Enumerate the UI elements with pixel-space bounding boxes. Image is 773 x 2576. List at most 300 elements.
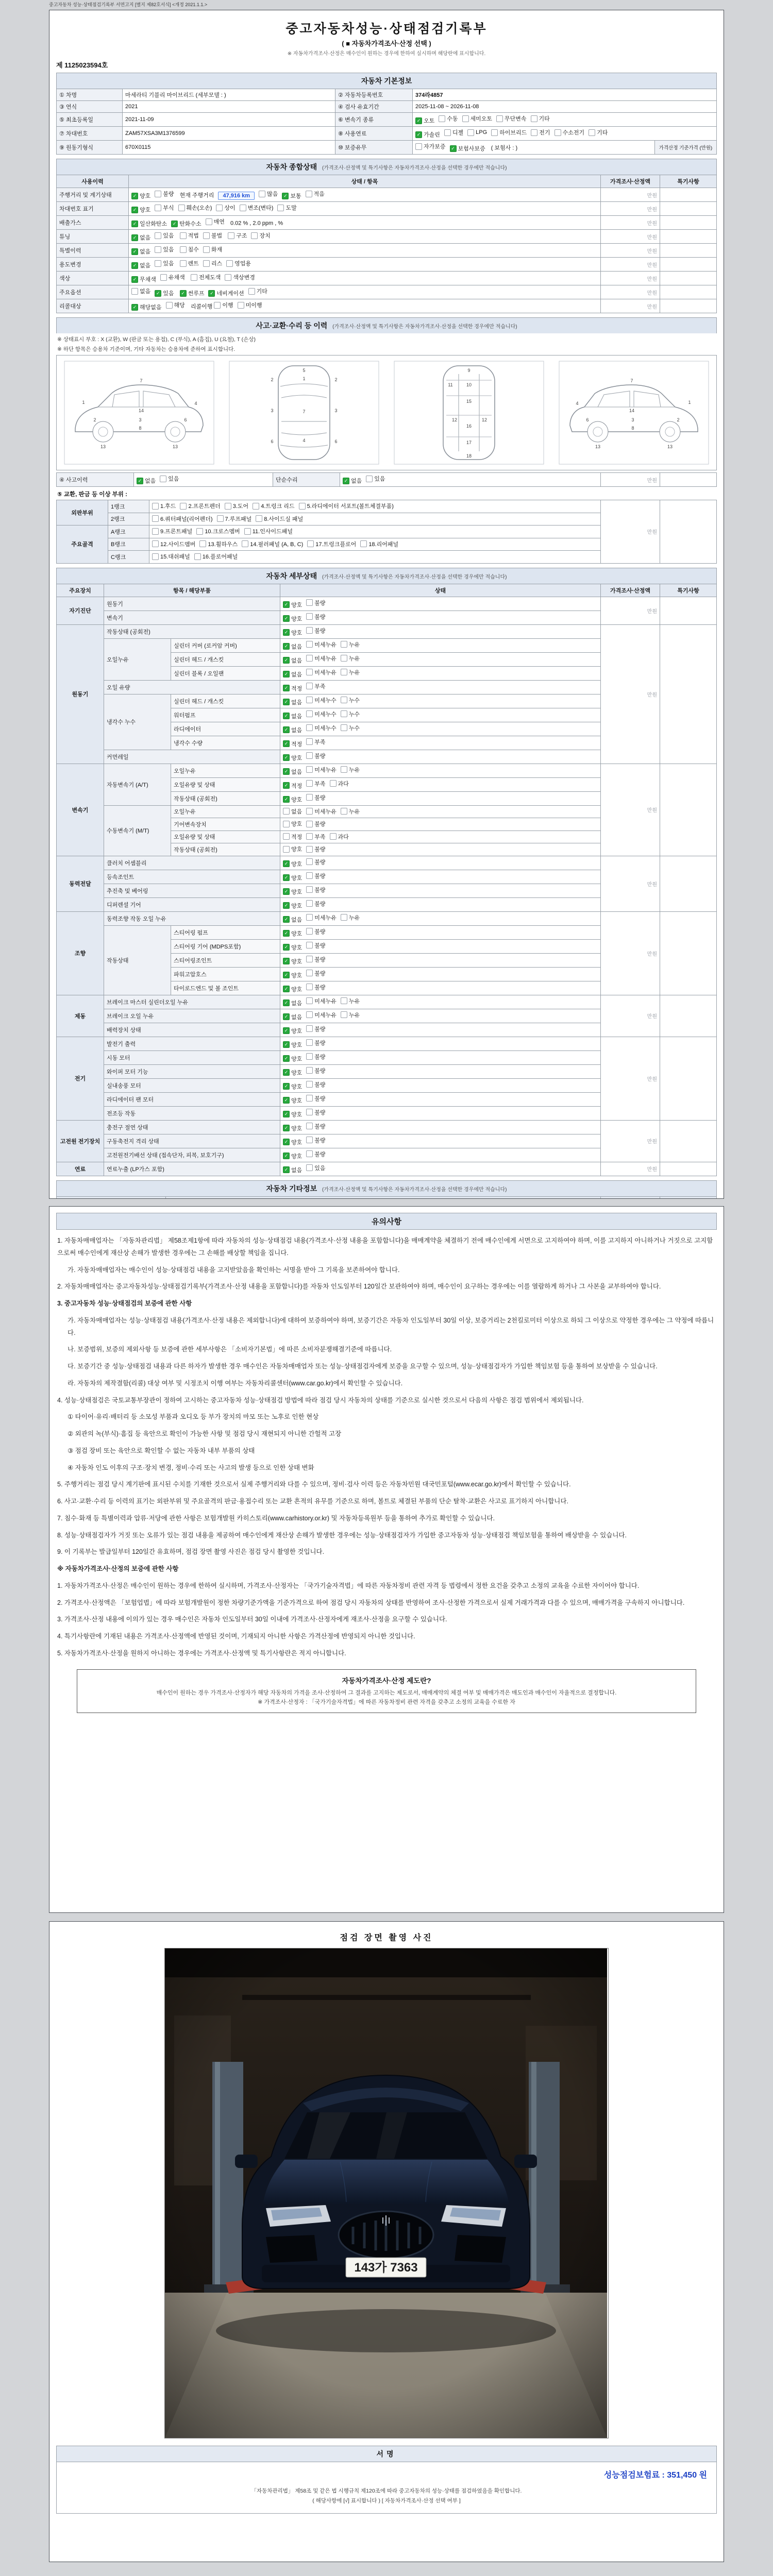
table-header-row — [57, 175, 717, 188]
document-number: 제 1125023594호 — [56, 61, 108, 69]
checkbox-option[interactable]: 없음 — [131, 287, 150, 295]
table-cell: 냉각수 누수 — [104, 694, 171, 750]
checkbox-option[interactable]: ✓ 양호 — [283, 1055, 302, 1063]
checkbox-icon: ✓ — [282, 193, 289, 199]
checkbox-option[interactable]: 11.인사이드패널 — [244, 527, 293, 535]
checkbox-option[interactable]: 상이 — [216, 204, 235, 212]
table-cell-options[interactable]: 자가보증 ✓ 보험사보증 ( 보험사 : ) — [412, 141, 654, 155]
table-cell: 외판부위 — [57, 500, 108, 526]
checkbox-option[interactable]: 1.후드 — [152, 502, 176, 510]
table-cell: 클러치 어셈블리 — [104, 856, 280, 870]
checkbox-option[interactable]: 불량 — [306, 1136, 325, 1144]
checkbox-icon — [306, 710, 313, 717]
checkbox-option[interactable]: ✓ 없음 — [283, 1013, 302, 1021]
checkbox-icon: ✓ — [283, 1166, 290, 1173]
checkbox-option[interactable]: ✓ 양호 — [283, 985, 302, 993]
checkbox-option[interactable]: 세미오토 — [462, 114, 493, 123]
checkbox-icon — [341, 1011, 347, 1018]
table-cell-options[interactable] — [280, 1106, 601, 1120]
checkbox-option[interactable]: ✓ 없음 — [283, 726, 302, 734]
checkbox-icon: ✓ — [131, 221, 138, 227]
checkbox-option[interactable]: 2.프론트펜더 — [180, 502, 220, 510]
table-cell-options[interactable] — [280, 953, 601, 967]
car-diagram-underbody-icon — [393, 360, 545, 466]
checkbox-option[interactable]: 누수 — [341, 696, 360, 704]
svg-text:1: 1 — [82, 400, 85, 405]
table-cell: B랭크 — [108, 538, 149, 551]
checkbox-option[interactable]: 미세누유 — [306, 654, 337, 663]
checkbox-option[interactable]: ✓ 없음 — [131, 233, 150, 242]
checkbox-option[interactable]: 불량 — [306, 599, 325, 607]
checkbox-option[interactable]: 불법 — [203, 231, 222, 240]
checkbox-option[interactable]: 8.사이드실 패널 — [256, 515, 303, 523]
table-cell-options[interactable] — [280, 666, 601, 680]
checkbox-option[interactable]: ✓ 양호 — [131, 206, 150, 214]
checkbox-icon: ✓ — [171, 221, 178, 227]
table-cell-options[interactable] — [280, 856, 601, 870]
checkbox-option[interactable]: 부족 — [306, 682, 325, 690]
table-cell: 만원 — [601, 856, 660, 911]
checkbox-option[interactable]: 미세누유 — [306, 1011, 337, 1019]
checkbox-icon — [439, 115, 445, 122]
checkbox-icon — [531, 115, 537, 122]
checkbox-option[interactable]: 불량 — [306, 1150, 325, 1158]
table-cell-options[interactable] — [280, 925, 601, 939]
checkbox-option[interactable]: 기타 — [248, 287, 267, 295]
table-cell — [660, 597, 717, 624]
checkbox-option[interactable]: ✓ 양호 — [283, 1152, 302, 1160]
table-cell-options[interactable] — [280, 967, 601, 981]
checkbox-option[interactable]: ✓ 없음 — [283, 999, 302, 1007]
table-cell-options[interactable] — [280, 1162, 601, 1176]
checkbox-option[interactable]: ✓ 없음 — [283, 656, 302, 665]
checkbox-icon — [160, 476, 166, 482]
checkbox-option[interactable]: ✓ 없음 — [343, 477, 362, 485]
checkbox-option[interactable]: 불량 — [306, 793, 325, 802]
checkbox-option[interactable]: ✓ 없음 — [131, 261, 150, 269]
checkbox-option[interactable]: 불량 — [306, 1108, 325, 1116]
checkbox-option[interactable]: 불량 — [306, 820, 325, 828]
checkbox-option[interactable]: 있음 — [155, 259, 174, 267]
checkbox-option[interactable]: 불량 — [306, 900, 325, 908]
table-cell-options[interactable] — [280, 722, 601, 736]
checkbox-option[interactable]: 침수 — [180, 245, 199, 253]
checkbox-option[interactable]: 변조(변타) — [240, 204, 274, 212]
checkbox-option[interactable]: 부식 — [155, 204, 174, 212]
checkbox-icon — [341, 766, 347, 773]
checkbox-option[interactable]: 누유 — [341, 668, 360, 676]
checkbox-option[interactable]: ✓ 없음 — [283, 642, 302, 651]
checkbox-option[interactable]: 있음 — [306, 1164, 325, 1172]
checkbox-option[interactable]: ✓ 양호 — [283, 1027, 302, 1035]
checkbox-option[interactable]: 기타 — [531, 114, 550, 123]
checkbox-option[interactable]: 자가보증 — [415, 142, 446, 150]
table-cell-options[interactable] — [280, 624, 601, 638]
checkbox-option[interactable]: 3.도어 — [225, 502, 248, 510]
checkbox-icon — [341, 655, 347, 662]
table-cell-options[interactable] — [280, 611, 601, 624]
checkbox-option[interactable]: ✓ 없음 — [283, 1166, 302, 1174]
checkbox-option[interactable]: 16.플로어패널 — [194, 552, 238, 561]
table-cell-options[interactable] — [280, 708, 601, 722]
svg-text:6: 6 — [184, 417, 187, 422]
notice-paragraph: 다. 보증기간 중 성능·상태점검 내용과 다른 하자가 발생한 경우 매수인은 자동차매매업자 또는 성능·상태점검자에게 보증을 요구할 수 있으며, 성능·상태점검자가 가입한 책임보험 등을 통하여 보상받을 수 있습니다. — [68, 1363, 658, 1370]
checkbox-option[interactable]: 불량 — [306, 1053, 325, 1061]
table-row — [57, 624, 717, 638]
checkbox-option[interactable]: ✓ 적정 — [283, 740, 302, 748]
checkbox-option[interactable]: ✓ 양호 — [283, 888, 302, 896]
checkbox-option[interactable]: ✓ 양호 — [283, 615, 302, 623]
table-cell-options[interactable] — [280, 1023, 601, 1037]
checkbox-option[interactable]: 불량 — [306, 1094, 325, 1103]
checkbox-option[interactable]: 불량 — [306, 872, 325, 880]
table-cell-options[interactable] — [280, 818, 601, 831]
checkbox-option[interactable]: 4.트렁크 리드 — [253, 502, 294, 510]
checkbox-option[interactable]: ✓ 적정 — [283, 782, 302, 790]
table-cell-options[interactable] — [280, 736, 601, 750]
table-cell-options[interactable] — [280, 1009, 601, 1023]
checkbox-option[interactable]: ✓ 양호 — [283, 1096, 302, 1105]
checkbox-icon — [152, 540, 159, 547]
checkbox-option[interactable]: 부족 — [306, 738, 325, 746]
checkbox-option[interactable]: 미세누유 — [306, 640, 337, 649]
checkbox-option[interactable]: 있음 — [160, 474, 179, 483]
table-cell: 충전구 절연 상태 — [104, 1120, 280, 1134]
table-cell-options[interactable] — [280, 638, 601, 652]
checkbox-option[interactable]: 10.크로스멤버 — [196, 527, 240, 535]
checkbox-option[interactable]: 해당 — [166, 301, 185, 309]
checkbox-option[interactable]: 매연 — [206, 217, 225, 226]
checkbox-option[interactable]: 불량 — [306, 1122, 325, 1130]
checkbox-option[interactable]: 불량 — [306, 969, 325, 977]
checkbox-option[interactable]: ✓ 적정 — [283, 684, 302, 692]
checkbox-option[interactable]: 전기 — [531, 128, 550, 137]
checkbox-option[interactable]: 미세누유 — [306, 913, 337, 922]
table-cell-options[interactable] — [149, 513, 601, 526]
checkbox-option[interactable]: ✓ 없음 — [283, 712, 302, 720]
table-cell-options[interactable] — [280, 831, 601, 843]
table-cell-options[interactable] — [280, 777, 601, 791]
checkbox-option[interactable]: 누수 — [341, 724, 360, 732]
checkbox-option[interactable]: ✓ 양호 — [283, 1041, 302, 1049]
photo-sign-panel — [49, 1921, 724, 2562]
table-cell-options[interactable] — [149, 526, 601, 538]
checkbox-option[interactable]: 하이브리드 — [491, 128, 527, 137]
checkbox-icon — [203, 260, 210, 267]
checkbox-option[interactable]: 적정 — [283, 833, 302, 841]
table-cell-options[interactable] — [129, 230, 601, 244]
svg-text:7: 7 — [630, 378, 633, 383]
checkbox-option[interactable]: 누유 — [341, 640, 360, 649]
table-cell: 특별이력 — [57, 244, 129, 258]
checkbox-option[interactable]: ✓ 없음 — [283, 768, 302, 776]
checkbox-option[interactable]: 이행 — [214, 301, 233, 309]
checkbox-option[interactable]: 렌트 — [180, 259, 199, 267]
checkbox-option[interactable]: ✓ 있음 — [155, 289, 174, 297]
checkbox-option[interactable]: ✓ 없음 — [283, 698, 302, 706]
checkbox-option[interactable]: 누수 — [341, 710, 360, 718]
checkbox-option[interactable]: 있음 — [155, 231, 174, 240]
checkbox-option[interactable]: ✓ 네비게이션 — [208, 289, 244, 297]
checkbox-option[interactable]: 적음 — [306, 190, 325, 198]
checkbox-option[interactable]: ✓ 양호 — [283, 957, 302, 965]
checkbox-option[interactable]: ✓ 양호 — [131, 192, 150, 200]
checkbox-option[interactable]: 13.휠하우스 — [199, 540, 238, 548]
checkbox-option[interactable]: ✓ 보험사보증 — [450, 144, 485, 152]
table-cell-options[interactable] — [149, 500, 601, 513]
checkbox-icon — [306, 1011, 313, 1018]
checkbox-option[interactable]: ✓ 없음 — [283, 670, 302, 679]
checkbox-option[interactable]: ✓ 탄화수소 — [171, 219, 201, 228]
table-cell-options[interactable] — [280, 764, 601, 777]
checkbox-option[interactable]: 영업용 — [226, 259, 251, 267]
checkbox-option[interactable]: ✓ 양호 — [283, 971, 302, 979]
checkbox-option[interactable]: 미세누유 — [306, 668, 337, 676]
table-cell-options[interactable] — [280, 870, 601, 884]
checkbox-option[interactable]: 부족 — [306, 779, 325, 788]
checkbox-option[interactable]: 불량 — [306, 927, 325, 936]
checkbox-option[interactable]: 불량 — [306, 1025, 325, 1033]
checkbox-option[interactable]: 전체도색 — [191, 273, 221, 281]
checkbox-option[interactable]: 불량 — [306, 1066, 325, 1075]
checkbox-icon — [306, 780, 313, 787]
table-cell: 가격산정 기준가격 (만원) — [654, 141, 716, 155]
checkbox-icon — [306, 1095, 313, 1101]
checkbox-option[interactable]: 리스 — [203, 259, 222, 267]
checkbox-option[interactable]: 불량 — [155, 190, 174, 198]
checkbox-option[interactable]: ✓ 무채색 — [131, 275, 156, 283]
checkbox-option[interactable]: 7.루프패널 — [217, 515, 252, 523]
table-row — [57, 995, 717, 1009]
checkbox-option[interactable]: 17.트렁크플로어 — [307, 540, 356, 548]
table-cell: 발전기 출력 — [104, 1037, 280, 1050]
checkbox-option[interactable]: 15.대쉬패널 — [152, 552, 190, 561]
document-title: 중고자동차성능·상태점검기록부 — [285, 22, 488, 36]
table-cell-options[interactable] — [280, 1037, 601, 1050]
table-cell-options[interactable]: ✓ 양호 불량 현재 주행거리 47,916 km 많음 ✓ 보통 적음 — [129, 188, 601, 202]
checkbox-option[interactable]: ✓ 양호 — [283, 1138, 302, 1146]
checkbox-option[interactable]: 무단변속 — [496, 114, 527, 123]
checkbox-option[interactable]: 도말 — [277, 204, 296, 212]
checkbox-option[interactable]: 18.리어패널 — [360, 540, 398, 548]
checkbox-option[interactable]: ✓ 양호 — [283, 1110, 302, 1118]
checkbox-option[interactable]: 미세누수 — [306, 696, 337, 704]
checkbox-option[interactable]: 화재 — [203, 245, 222, 253]
checkbox-option[interactable]: 미세누수 — [306, 724, 337, 732]
damage-code-legend: ※ 상태표시 부호 : X (교환), W (판금 또는 용접), C (부식), A (흠집), U (요철), T (손상) — [57, 336, 256, 343]
checkbox-option[interactable]: 누유 — [341, 997, 360, 1005]
checkbox-option[interactable]: 누유 — [341, 766, 360, 774]
checkbox-option[interactable]: ✓ 양호 — [283, 1082, 302, 1091]
table-cell-options[interactable] — [280, 1092, 601, 1106]
checkbox-option[interactable]: 색상변경 — [225, 273, 255, 281]
checkbox-icon: ✓ — [283, 657, 290, 664]
table-cell-options[interactable] — [280, 1078, 601, 1092]
checkbox-option[interactable]: 불량 — [306, 983, 325, 991]
table-cell-options[interactable] — [280, 1050, 601, 1064]
table-cell-options[interactable] — [129, 258, 601, 272]
table-row — [57, 272, 717, 285]
checkbox-option[interactable]: 부족 — [306, 833, 325, 841]
table-cell — [660, 216, 717, 230]
checkbox-option[interactable]: 9.프론트패널 — [152, 527, 192, 535]
table-cell-options[interactable] — [280, 694, 601, 708]
checkbox-option[interactable]: 누유 — [341, 1011, 360, 1019]
checkbox-icon: ✓ — [137, 478, 143, 484]
checkbox-option[interactable]: 디젤 — [444, 128, 463, 137]
table-cell: A랭크 — [108, 526, 149, 538]
checkbox-option[interactable]: 미이행 — [238, 301, 262, 309]
checkbox-option[interactable]: 불량 — [306, 752, 325, 760]
table-cell-options[interactable] — [280, 1064, 601, 1078]
checkbox-option[interactable]: 미세누유 — [306, 807, 337, 816]
checkbox-option[interactable]: 과다 — [330, 779, 349, 788]
table-cell-options[interactable] — [280, 597, 601, 611]
checkbox-option[interactable]: ✓ 양호 — [283, 1124, 302, 1132]
svg-text:9: 9 — [467, 368, 470, 373]
checkbox-option[interactable]: 불량 — [306, 941, 325, 950]
table-cell-options[interactable] — [129, 202, 601, 216]
checkbox-option[interactable]: 많음 — [259, 190, 278, 198]
checkbox-option[interactable]: 불량 — [306, 886, 325, 894]
checkbox-option[interactable]: 유채색 — [160, 273, 185, 281]
table-cell — [660, 500, 717, 564]
checkbox-option[interactable]: 14.필러패널 (A, B, C) — [242, 540, 303, 548]
table-cell-options[interactable] — [280, 652, 601, 666]
checkbox-option[interactable]: ✓ 일산화탄소 — [131, 219, 167, 228]
table-cell-options[interactable] — [280, 897, 601, 911]
checkbox-option[interactable]: 구조 — [228, 231, 247, 240]
table-cell-options[interactable] — [412, 127, 716, 141]
table-cell: 실내송풍 모터 — [104, 1078, 280, 1092]
table-cell-options[interactable] — [129, 244, 601, 258]
table-header-row — [57, 584, 717, 597]
table-cell-options[interactable] — [149, 551, 601, 564]
table-cell-options[interactable] — [280, 981, 601, 995]
checkbox-option[interactable]: 누유 — [341, 654, 360, 663]
table-cell-options[interactable] — [149, 538, 601, 551]
table-cell-options[interactable] — [280, 939, 601, 953]
checkbox-option[interactable]: ✓ 양호 — [283, 929, 302, 938]
checkbox-option[interactable]: 적법 — [180, 231, 199, 240]
checkbox-option[interactable]: ✓ 양호 — [283, 1069, 302, 1077]
checkbox-option[interactable]: LPG — [467, 129, 487, 136]
checkbox-option[interactable]: 기타 — [589, 128, 608, 137]
checkbox-option[interactable]: ✓ 없음 — [131, 247, 150, 256]
column-header: 사용이력 — [57, 175, 129, 188]
checkbox-option[interactable]: 미세누유 — [306, 766, 337, 774]
table-cell-options[interactable] — [280, 750, 601, 764]
checkbox-option[interactable]: 12.사이드멤버 — [152, 540, 195, 548]
checkbox-option[interactable]: 6.쿼터패널(리어펜더) — [152, 515, 213, 523]
table-cell-options[interactable] — [280, 884, 601, 897]
table-cell-options[interactable] — [280, 843, 601, 856]
checkbox-option[interactable]: 누유 — [341, 807, 360, 816]
checkbox-option[interactable]: ✓ 썬루프 — [180, 289, 205, 297]
table-row — [57, 1162, 717, 1176]
table-cell-options[interactable] — [129, 285, 601, 299]
table-cell-options[interactable]: ✓ 일산화탄소 ✓ 탄화수소 매연 0.02 % , 2.0 ppm , % — [129, 216, 601, 230]
checkbox-option[interactable]: ✓ 없음 — [283, 916, 302, 924]
table-cell-options[interactable] — [412, 113, 716, 127]
checkbox-option[interactable]: 불량 — [306, 626, 325, 635]
checkbox-option[interactable]: ✓ 양호 — [283, 902, 302, 910]
table-cell-options[interactable] — [134, 473, 273, 487]
table-cell-options[interactable] — [280, 1120, 601, 1134]
table-cell-options[interactable] — [280, 791, 601, 805]
checkbox-option[interactable]: ✓ 없음 — [137, 477, 156, 485]
checkbox-option[interactable]: 양호 — [283, 845, 302, 853]
checkbox-option[interactable]: 과다 — [330, 833, 349, 841]
checkbox-option[interactable]: ✓ 양호 — [283, 943, 302, 952]
table-cell-options[interactable] — [129, 272, 601, 285]
checkbox-option[interactable]: ✓ 오토 — [415, 116, 434, 125]
exchange-section-label: ⑤ 교환, 판금 등 이상 부위 : — [57, 492, 127, 498]
table-cell: 오일유량 및 상태 — [171, 831, 280, 843]
checkbox-option[interactable]: 없음 — [283, 807, 302, 816]
checkbox-option[interactable]: 양호 — [283, 820, 302, 828]
checkbox-option[interactable]: ✓ 양호 — [283, 860, 302, 868]
checkbox-option[interactable]: 미세누유 — [306, 997, 337, 1005]
checkbox-option[interactable]: ✓ 양호 — [283, 629, 302, 637]
checkbox-option[interactable]: 불량 — [306, 955, 325, 963]
checkbox-option[interactable]: 5.라디에이터 서포트(볼트체결부품) — [299, 502, 394, 510]
checkbox-option[interactable]: 불량 — [306, 613, 325, 621]
checkbox-option[interactable]: ✓ 양호 — [283, 795, 302, 804]
checkbox-option[interactable]: ✓ 보통 — [282, 192, 301, 200]
checkbox-option[interactable]: ✓ 양호 — [283, 754, 302, 762]
svg-text:12: 12 — [451, 417, 458, 422]
checkbox-option[interactable]: 불량 — [306, 845, 325, 853]
table-row — [57, 856, 717, 870]
checkbox-option[interactable]: 불량 — [306, 1080, 325, 1089]
table-cell-options[interactable] — [280, 1134, 601, 1148]
checkbox-option[interactable]: ✓ 해당없음 — [131, 303, 162, 311]
checkbox-icon — [203, 232, 210, 239]
checkbox-option[interactable]: ✓ 가솔린 — [415, 130, 440, 139]
table-cell-options[interactable]: ✓ 해당없음 해당 리콜이행 이행 미이행 — [129, 299, 601, 313]
table-cell-options[interactable] — [340, 473, 601, 487]
table-cell-options[interactable] — [280, 805, 601, 818]
signature-section-title: 서명 — [56, 2446, 717, 2462]
svg-text:3: 3 — [631, 417, 634, 422]
checkbox-option[interactable]: 장치 — [251, 231, 270, 240]
checkbox-option[interactable]: 불량 — [306, 858, 325, 866]
checkbox-option[interactable]: 있음 — [366, 474, 385, 483]
checkbox-option[interactable]: 누유 — [341, 913, 360, 922]
checkbox-icon: ✓ — [155, 290, 161, 297]
checkbox-option[interactable]: 수소전기 — [554, 128, 585, 137]
checkbox-option[interactable]: 있음 — [155, 245, 174, 253]
notice-paragraph: 7. 침수·화재 등 특별이력과 압류·저당에 관한 사항은 보험개발원 카히스토리(www.carhistory.or.kr) 및 자동차등록원부 등을 통하여 추가로 확인할 수 있습니다. — [57, 1514, 495, 1522]
checkbox-option[interactable]: 불량 — [306, 1039, 325, 1047]
checkbox-icon — [306, 846, 313, 853]
checkbox-option[interactable]: 미세누수 — [306, 710, 337, 718]
checkbox-option[interactable]: ✓ 양호 — [283, 601, 302, 609]
table-row — [57, 113, 717, 127]
table-cell — [660, 230, 717, 244]
checkbox-option[interactable]: 수동 — [439, 114, 458, 123]
checkbox-option[interactable]: ✓ 양호 — [283, 874, 302, 882]
table-cell: 워터펌프 — [171, 708, 280, 722]
table-cell-options[interactable] — [280, 1148, 601, 1162]
svg-text:2: 2 — [334, 377, 338, 382]
table-cell-options[interactable] — [280, 995, 601, 1009]
checkbox-option[interactable]: 훼손(오손) — [178, 204, 212, 212]
table-cell-options[interactable] — [280, 911, 601, 925]
table-cell-options[interactable] — [280, 680, 601, 694]
svg-text:3: 3 — [271, 408, 274, 413]
